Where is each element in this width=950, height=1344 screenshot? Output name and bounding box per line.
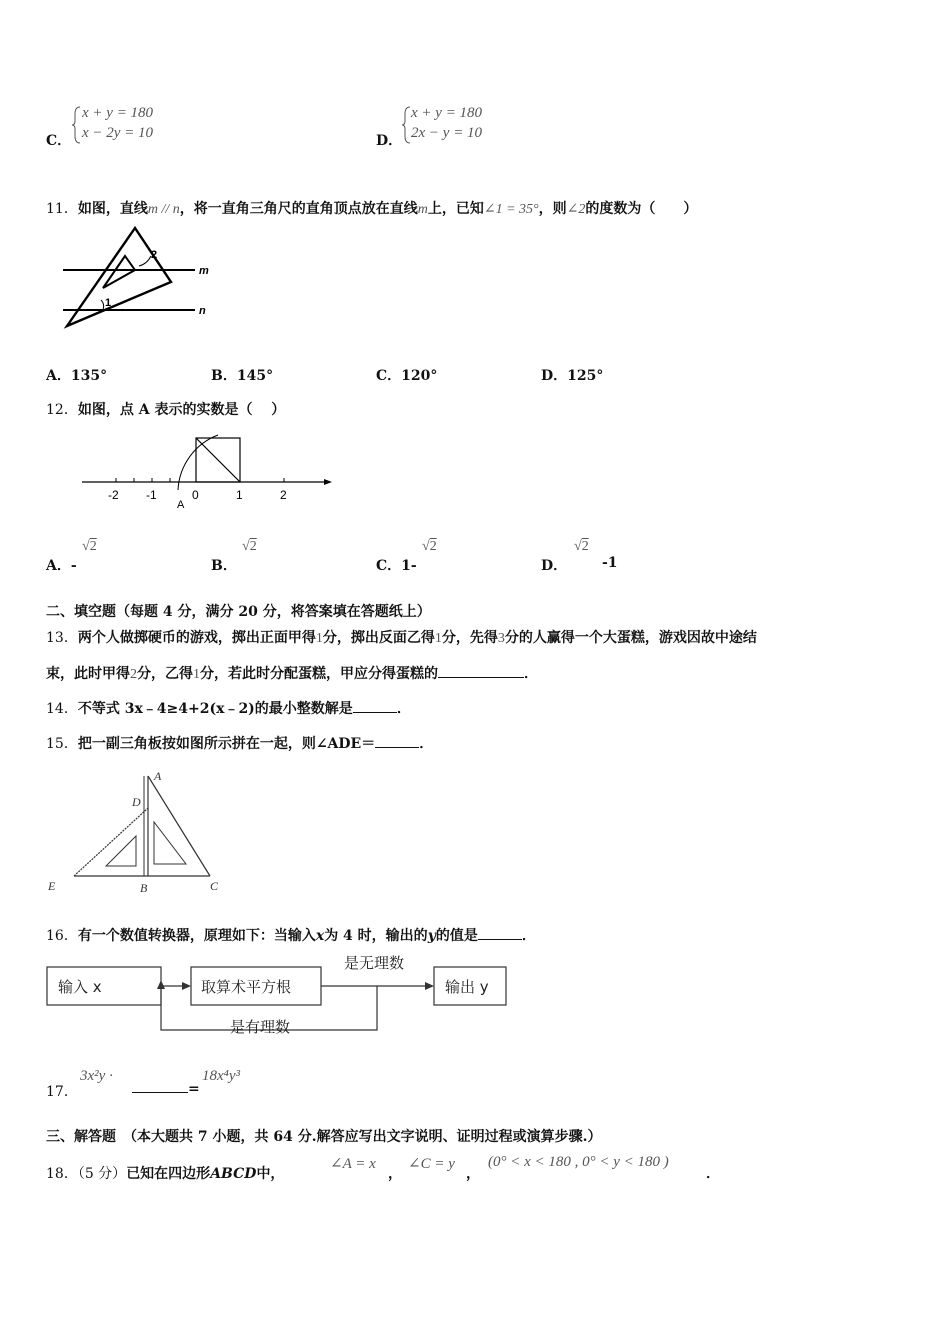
q17-number: 17． [46,1084,78,1100]
q17-rhs: 18x⁴y³ [202,1068,241,1084]
q16-flowchart [44,952,514,1038]
q16-flow-process: 取算术平方根 [201,978,292,996]
q10-option-c-letter: C． [46,133,72,149]
q11-option-a: A．135° [46,368,108,384]
q16-question: 16．有一个数值转换器，原理如下：当输入x为 4 时，输出的y的值是 ． [46,925,536,945]
q18-comma1: ， [388,1166,402,1182]
q11-option-c: C．120° [376,368,438,384]
q15-label-b: B [140,881,148,895]
q13-line1: 13．两个人做掷硬币的游戏，掷出正面甲得1分，掷出反面乙得1分，先得3分的人赢得一个大蛋糕，游戏因故中途结 [46,630,757,646]
q11-label-m: m [199,265,209,277]
q11-text-d: ，则 [538,201,567,217]
q12-number-line [80,432,340,512]
q11-text-b: ，将一直角三角尺的直角顶点放在直线 [179,201,418,217]
section2-title: 二、填空题（每题 4 分，满分 20 分，将答案填在答题纸上） [46,604,431,620]
q16-flow-rational-label: 是有理数 [230,1018,291,1036]
q11-line-m: m [417,202,428,217]
q10-option-d-eq1: x + y = 180 [411,105,483,121]
q12-tick-label: -2 [108,488,119,502]
q15-label-a: A [154,769,162,783]
q10-option-d-letter: D． [376,133,403,149]
q12-number: 12． [46,402,78,418]
q15-label-c: C [210,879,219,893]
q18-range: (0° < x < 180 , 0° < y < 180 ) [488,1154,669,1170]
q10-option-c-eq1: x + y = 180 [82,105,154,121]
q15-question: 15．把一副三角板按如图所示拼在一起，则∠ADE＝ ． [46,733,433,753]
q15-answer-blank[interactable] [375,733,419,748]
q12-option-b: B． [211,558,237,574]
q14-question: 14．不等式 3x﹣4≥4+2(x﹣2)的最小整数解是 ． [46,698,411,718]
q13-line2: 束，此时甲得2分，乙得1分，若此时分配蛋糕，甲应分得蛋糕的 ． [46,663,538,683]
q16-flow-input: 输入 x [58,978,102,996]
q12-tick-label: 0 [192,488,199,502]
q12-option-b-sqrt: √2 [242,539,257,554]
section3-title: 三、解答题 （本大题共 7 小题，共 64 分.解答应写出文字说明、证明过程或演算步骤.） [46,1129,602,1145]
q10-option-c-brace [72,106,82,144]
q12-tick-label: 2 [280,488,287,502]
q12-question [46,399,285,419]
q11-label-2: 2 [151,249,158,261]
q12-option-d-sqrt: √2 [574,539,589,554]
q11-option-d: D．125° [541,368,604,384]
q11-text-e: 的度数为（ ） [585,201,698,217]
q18-cond2: ∠C = y [408,1156,455,1172]
q15-label-d: D [132,795,141,809]
q10-option-d-eq2: 2x − y = 10 [411,125,483,141]
q12-tick-label: 1 [236,488,243,502]
q13-answer-blank[interactable] [438,663,524,678]
q17-lhs: 3x²y · [80,1068,113,1084]
q16-answer-blank[interactable] [478,925,522,940]
q12-option-d-suffix: -1 [602,555,618,571]
q12-point-a: A [177,499,185,511]
q18-end: ． [706,1166,720,1182]
q15-label-e: E [48,879,56,893]
q18-comma2: ， [466,1166,480,1182]
q11-figure [55,222,225,332]
q12-text: 如图，点 A 表示的实数是（ ） [77,402,286,418]
q12-option-a-sqrt: √2 [82,539,97,554]
q17-answer: = [132,1078,200,1097]
q11-parallel: m // n [147,202,180,217]
q11-text-a: 如图，直线 [77,201,148,217]
q18-cond1: ∠A = x [330,1156,376,1172]
q12-option-a: A．- [46,558,77,574]
q11-angle1: ∠1 = 35° [483,202,539,217]
q16-flow-output: 输出 y [445,978,489,996]
q12-option-c: C．1- [376,558,417,574]
q12-option-d: D． [541,558,568,574]
q11-option-b: B．145° [211,368,274,384]
q17-answer-blank[interactable] [132,1078,188,1093]
q10-option-c-eq2: x − 2y = 10 [82,125,154,141]
q11-number: 11． [46,201,78,217]
q15-figure [44,766,234,896]
q11-text-c: 上，已知 [427,201,484,217]
q11-label-1: 1 [105,297,112,309]
q16-flow-irrational-label: 是无理数 [344,954,405,972]
q11-question [46,198,697,218]
q12-tick-label: -1 [146,488,157,502]
q18-question: 18．（5 分）已知在四边形ABCD中， [46,1166,285,1182]
q11-label-n: n [199,305,206,317]
q11-angle2: ∠2 [566,202,586,217]
q14-answer-blank[interactable] [353,698,397,713]
q12-option-c-sqrt: √2 [422,539,437,554]
